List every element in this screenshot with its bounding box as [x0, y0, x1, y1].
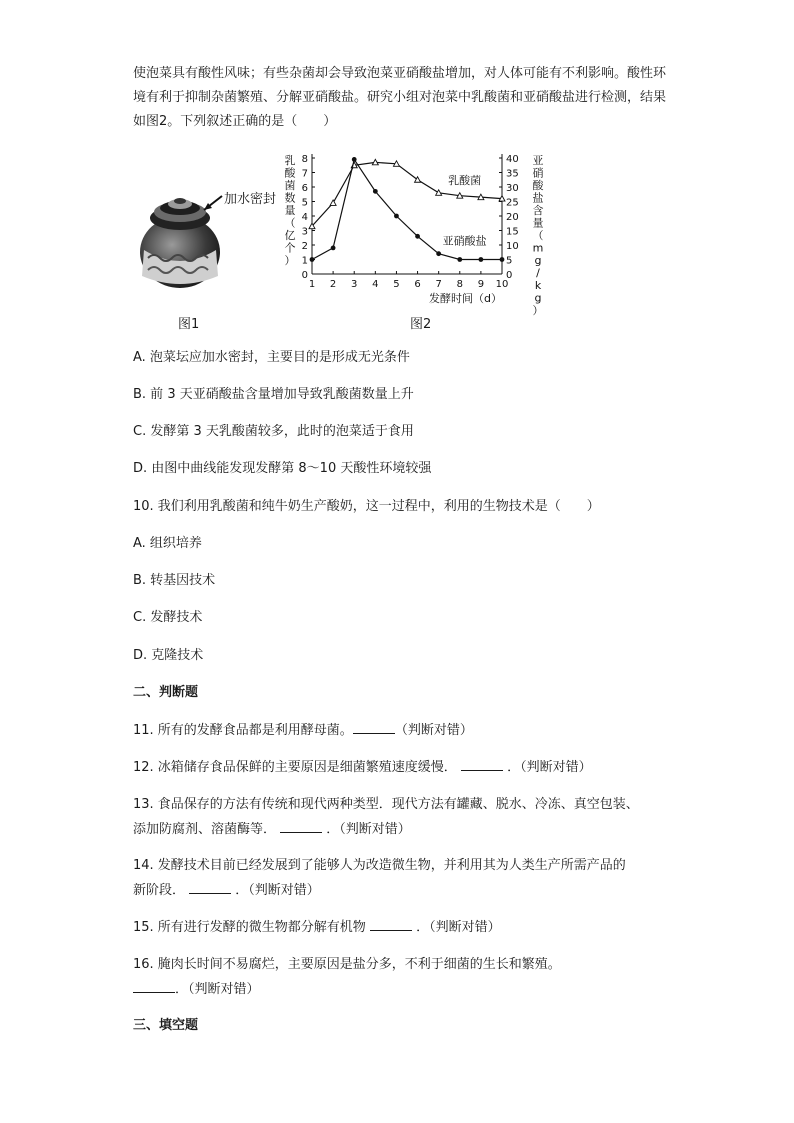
q12-text: 12. 冰箱储存食品保鲜的主要原因是细菌繁殖速度缓慢． — [133, 760, 457, 775]
nitrite-point — [457, 257, 462, 262]
q14-line-2 — [133, 881, 320, 900]
q13-suffix: ．（判断对错） — [326, 822, 411, 837]
nitrite-point — [415, 234, 420, 239]
q9-option-a: A. 泡菜坛应加水密封，主要目的是形成无光条件 — [133, 350, 410, 365]
q16-blank[interactable] — [133, 980, 175, 993]
left-tick-label: 6 — [301, 183, 308, 194]
nitrite-point — [478, 257, 483, 262]
q9-option-b: B. 前 3 天亚硝酸盐含量增加导致乳酸菌数量上升 — [133, 387, 414, 402]
figure-1-annotation: 加水密封 — [224, 192, 277, 207]
q11-suffix: （判断对错） — [394, 723, 473, 738]
q10-option-b: B. 转基因技术 — [133, 573, 216, 588]
chart-series — [309, 157, 505, 262]
q10-option-c: C. 发酵技术 — [133, 610, 203, 625]
q10-option-d: D. 克隆技术 — [133, 648, 204, 663]
x-tick-label: 5 — [393, 279, 400, 290]
left-tick-label: 8 — [301, 154, 308, 165]
q11-text: 11. 所有的发酵食品都是利用酵母菌。 — [133, 723, 353, 738]
section-2-heading: 二、判断题 — [133, 685, 199, 700]
q15-suffix: ．（判断对错） — [416, 920, 501, 935]
q13-line-1: 13. 食品保存的方法有传统和现代两种类型．现代方法有罐藏、脱水、冷冻、真空包装、 — [133, 797, 639, 812]
right-tick-label: 20 — [506, 212, 519, 223]
x-tick-label: 8 — [456, 279, 463, 290]
x-tick-label: 9 — [477, 279, 485, 290]
right-tick-label: 40 — [506, 154, 519, 165]
lactobacillus-point — [330, 200, 336, 206]
figure-2 — [280, 148, 550, 317]
x-tick-label: 1 — [308, 279, 316, 290]
left-axis-ticks — [302, 154, 315, 281]
left-tick-label: 5 — [301, 197, 308, 209]
nitrite-point — [310, 257, 315, 262]
left-tick-label: 1 — [301, 255, 308, 267]
nitrite-point — [394, 214, 399, 219]
q11-blank[interactable] — [353, 721, 395, 734]
fermentation-chart — [280, 148, 550, 317]
q16-suffix: ．（判断对错） — [175, 982, 260, 997]
q15-text: 15. 所有进行发酵的微生物都分解有机物 — [133, 920, 366, 935]
q13-text: 添加防腐剂、溶菌酶等． — [133, 822, 277, 837]
nitrite-point — [352, 157, 357, 162]
q10-option-a: A. 组织培养 — [133, 536, 202, 551]
q12-suffix: ．（判断对错） — [507, 760, 592, 775]
q15-blank[interactable] — [370, 918, 412, 931]
right-axis-label: 亚硝酸盐含量（ m g / k g ） — [532, 154, 544, 317]
right-tick-label: 15 — [506, 226, 519, 238]
nitrite-point — [436, 251, 441, 256]
figure-1-caption: 图1 — [178, 317, 200, 332]
x-axis-label: 发酵时间（d） — [429, 292, 502, 305]
right-tick-label: 0 — [506, 270, 513, 281]
q13-line-2 — [133, 820, 411, 839]
right-tick-label: 5 — [506, 255, 513, 267]
q11 — [133, 721, 473, 740]
q14-suffix: ．（判断对错） — [235, 883, 320, 898]
x-tick-label: 2 — [329, 279, 337, 290]
question-9-stem: 使泡菜具有酸性风味；有些杂菌却会导致泡菜亚硝酸盐增加，对人体可能有不利影响。酸性环境有利于抑制杂菌繁殖、分解亚硝酸盐。研究小组对泡菜中乳酸菌和亚硝酸盐进行检测，结果如图2。下列叙述正确的是（ ） — [133, 66, 667, 129]
figure-2-caption: 图2 — [410, 317, 432, 332]
q16-line-1: 16. 腌肉长时间不易腐烂，主要原因是盐分多，不利于细菌的生长和繁殖。 — [133, 957, 561, 972]
x-tick-label: 4 — [372, 279, 379, 290]
left-axis-label: 乳酸菌数量（亿个） — [284, 154, 296, 267]
q15 — [133, 918, 501, 937]
right-tick-label: 30 — [506, 183, 519, 194]
series-label: 乳酸菌 — [448, 173, 482, 187]
q16-line-2 — [133, 980, 260, 999]
q10-stem: 10. 我们利用乳酸菌和纯牛奶生产酸奶，这一过程中，利用的生物技术是（ ） — [133, 499, 600, 514]
q12-blank[interactable] — [461, 758, 503, 771]
right-tick-label: 25 — [506, 197, 519, 209]
left-tick-label: 7 — [301, 168, 308, 180]
x-tick-label: 7 — [435, 279, 442, 290]
nitrite-point — [500, 257, 505, 262]
right-tick-label: 10 — [506, 241, 519, 252]
nitrite-point — [331, 246, 336, 251]
section-3-heading: 三、填空题 — [133, 1018, 199, 1033]
nitrite-point — [373, 189, 378, 194]
q13-blank[interactable] — [280, 820, 322, 833]
x-tick-label: 3 — [351, 279, 358, 290]
right-tick-label: 35 — [506, 168, 519, 180]
left-tick-label: 3 — [301, 226, 308, 238]
q9-option-d: D. 由图中曲线能发现发酵第 8～10 天酸性环境较强 — [133, 461, 432, 476]
q14-blank[interactable] — [189, 881, 231, 894]
x-tick-label: 6 — [414, 279, 421, 290]
left-tick-label: 0 — [301, 270, 308, 281]
x-tick-label: 10 — [495, 279, 509, 290]
left-tick-label: 4 — [301, 212, 308, 223]
q12 — [133, 758, 592, 777]
q9-option-c: C. 发酵第 3 天乳酸菌较多，此时的泡菜适于食用 — [133, 424, 414, 439]
q14-text: 新阶段． — [133, 883, 186, 898]
series-label: 亚硝酸盐 — [442, 234, 487, 248]
q14-line-1: 14. 发酵技术目前已经发展到了能够人为改造微生物，并利用其为人类生产所需产品的 — [133, 858, 626, 873]
left-tick-label: 2 — [301, 241, 308, 252]
